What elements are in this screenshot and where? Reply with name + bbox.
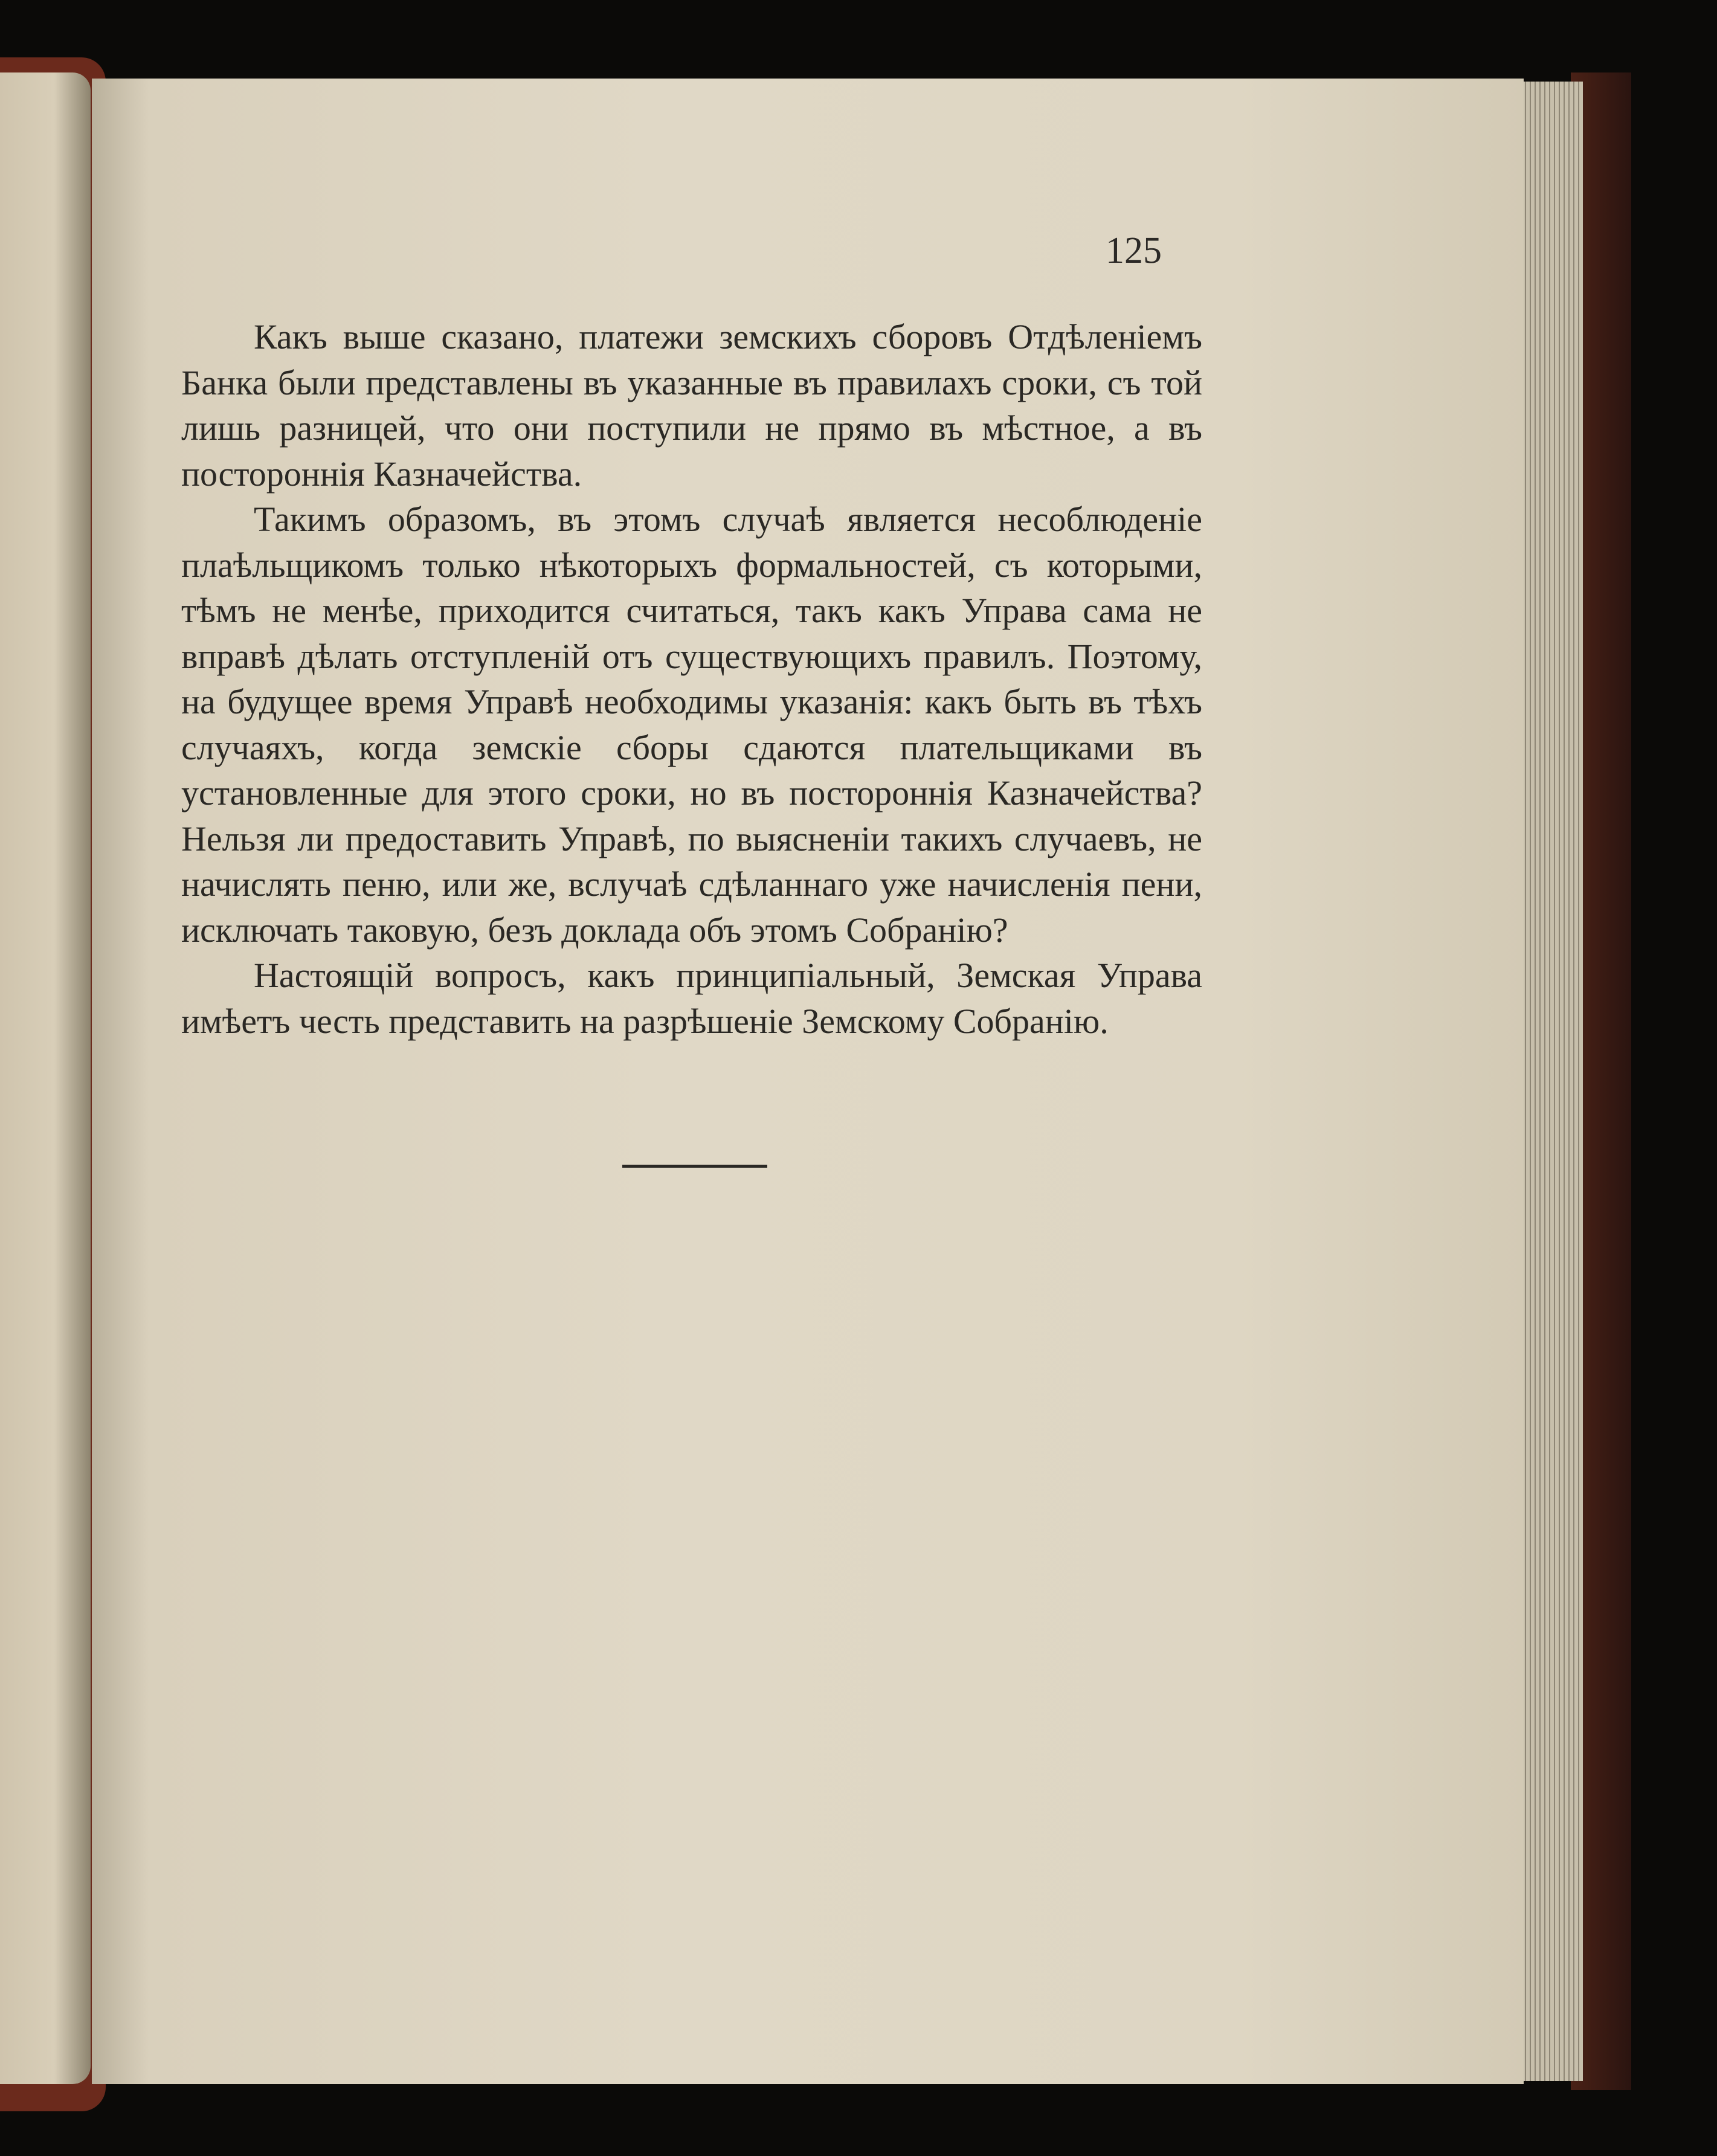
paragraph-3: Настоящій вопросъ, какъ принципіальный, Земская Управа имѣетъ честь представить на разрѣшеніе Земскому Собранію. <box>181 956 1202 1041</box>
page-number: 125 <box>1106 230 1162 271</box>
left-page-edge <box>0 72 91 2084</box>
paragraph-2: Такимъ образомъ, въ этомъ случаѣ является несоблюденіе плаѣльщикомъ только нѣкоторыхъ формальностей, съ которыми, тѣмъ не менѣе, приходится считаться, такъ какъ Управа сама не вправѣ дѣлать отступленій отъ существующихъ правилъ. Поэтому, на будущее время Управѣ необходимы указанія: какъ быть въ тѣхъ случаяхъ, когда земскіе сборы сдаются плательщиками въ установленные для этого сроки, но въ постороннія Казначейства? Нельзя ли предоставить Управѣ, по выясненіи такихъ случаевъ, не начислять пеню, или же, вслучаѣ сдѣланнаго уже начисленія пени, исключать таковую, безъ доклада объ этомъ Собранію? <box>181 500 1202 950</box>
page-edges <box>1516 82 1583 2081</box>
paragraph-1: Какъ выше сказано, платежи земскихъ сборовъ Отдѣленіемъ Банка были представлены въ указанные въ правилахъ сроки, съ той лишь разницей, что они поступили не прямо въ мѣстное, а въ постороннія Казначейства. <box>181 317 1202 494</box>
body-text <box>181 314 1202 1044</box>
section-separator-rule <box>622 1165 767 1168</box>
